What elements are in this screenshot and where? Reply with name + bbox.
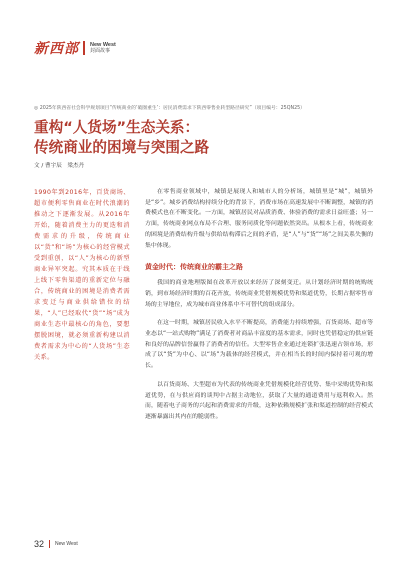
article-body (145, 187, 373, 423)
section-name: 封面故事 (90, 48, 111, 54)
article-abstract: 1990年到2016年，百货商场、超市便利零售商业在时代浪潮的推动之下逐渐发展。从2016年开始，随着消费主力的更迭和消费需求的升级，传统商业以“货”和“场”为核心的经营模式受到重创，以“人”为核心的新型商业异军突起。究其本质在于线上线下零售渠道的重新定位与融合，传统商业的困境是消费者需求变迁与商业供给错位的结果，“人”已经取代“货”“场”成为商业生态中最核心的角色，要想摆脱困境，就必须重新构建以消费者需求为中心的“人货场”生态关系。 (34, 189, 130, 361)
logo-english-name: New West (90, 42, 116, 48)
magazine-header (34, 38, 116, 58)
page-footer (34, 539, 78, 549)
section-heading: 黄金时代：传统商业的霸主之路 (145, 263, 243, 272)
article-title (34, 118, 374, 158)
logo-divider (83, 41, 85, 55)
footer-brand: New West (55, 541, 78, 547)
author-byline: 文 / 曹宇辰 梁杰丹 (34, 163, 85, 169)
magazine-logo: 新西部 (34, 41, 79, 57)
body-paragraph: 在这一时期，城镇居民收入水平不断提高，消费能力持续增强，百货商场、超市等业态以“一站式购物”满足了消费者对商品丰富度的基本需求，同时也凭借稳定的供应链和良好的品牌信誉赢得了消费者的信任。大型零售企业通过连锁扩张迅速占领市场，形成了以“货”为中心、以“场”为载体的经营模式，并在相当长的时间内保持着可观的增长。 (145, 320, 373, 370)
body-paragraph: 在零售商业领域中，城镇是展现人和城市人的分析场，城镇里是“城”，城镇外是“乡”。城乡消费结构持续分化的背景下，消费市场在高速发展中不断调整，城镇的消费模式也在不断变化。一方面，城镇居民对品质消费、体验消费的需求日益旺盛；另一方面，传统商业网点布局不合理、服务同质化等问题依然突出。从根本上看，传统商业的困境是消费结构升级与供给结构滞后之间的矛盾，是“人”与“货”“场”之间关系失衡的集中体现。 (145, 189, 373, 249)
body-paragraph: 以百货商场、大型超市为代表的传统商业凭借规模化经营优势、集中采购优势和渠道优势，在与供应商的谈判中占据主动地位，获取了大量的通道费用与返利收入。然而，随着电子商务的兴起和消费需求的升级，这种依赖规模扩张和渠道控制的经营模式逐渐暴露出其内在的脆弱性。 (145, 381, 373, 420)
footer-divider (49, 540, 50, 548)
magazine-logo-subtitle (90, 42, 116, 54)
title-line-2: 传统商业的困境与突围之路 (34, 139, 210, 156)
title-line-1: 重构“人货场”生态关系： (34, 119, 200, 136)
funding-footnote: ◎ 2025年陕西省社会科学规划项目“传统商业的‘破圈重生’：居民消费需求下陕西零售业转型路径研究”（项目编号：25QN25） (34, 106, 305, 111)
body-paragraph: 我国的商业地理版图在改革开放以来经历了深刻变迁。从计划经济时期的统购统销，到市场经济时期的百花齐放，传统商业凭借规模优势和渠道优势，长期占据零售市场的主导地位，成为城市商业体系中不可替代的组成部分。 (145, 280, 373, 308)
page-number: 32 (34, 539, 45, 549)
